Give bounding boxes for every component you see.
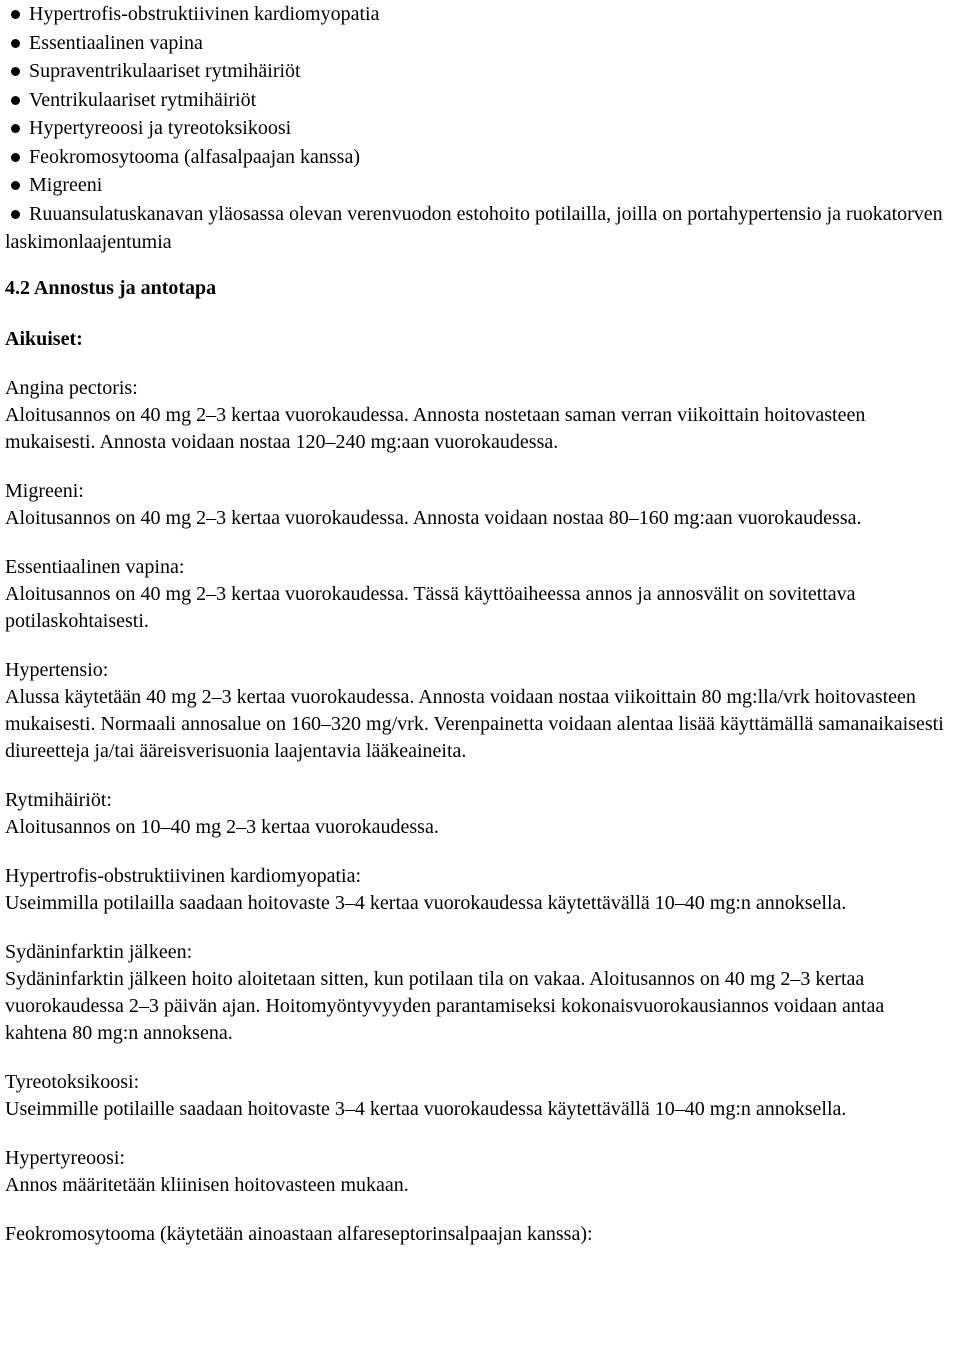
list-item-text: Hypertrofis-obstruktiivinen kardiomyopatia — [29, 3, 380, 25]
list-item-text: Supraventrikulaariset rytmihäiriöt — [29, 60, 301, 82]
section-title: Angina pectoris: — [5, 376, 138, 399]
dosage-section-thyrotoxicosis — [5, 1069, 950, 1123]
list-item — [5, 0, 950, 29]
dosage-section-tremor — [5, 554, 950, 635]
bullet-icon — [11, 181, 20, 190]
section-body: Aloitusannos on 10–40 mg 2–3 kertaa vuorokaudessa. — [5, 815, 439, 838]
bullet-icon — [11, 10, 20, 19]
bullet-icon — [11, 124, 20, 133]
section-body: Aloitusannos on 40 mg 2–3 kertaa vuorokaudessa. Annosta nostetaan saman verran viikoittain hoitovasteen mukaisesti. Annosta voidaan nostaa 120–240 mg:aan vuorokaudessa. — [5, 403, 866, 453]
bullet-icon — [11, 153, 20, 162]
list-item-text: Feokromosytooma (alfasalpaajan kanssa) — [29, 145, 361, 168]
list-item-text: Hypertyreoosi ja tyreotoksikoosi — [29, 117, 292, 139]
list-item — [5, 200, 950, 257]
list-item — [5, 57, 950, 86]
list-item — [5, 86, 950, 115]
section-body: Aloitusannos on 40 mg 2–3 kertaa vuorokaudessa. Annosta voidaan nostaa 80–160 mg:aan vuorokaudessa. — [5, 506, 862, 529]
section-title: Rytmihäiriöt: — [5, 788, 112, 811]
section-body: Annos määritetään kliinisen hoitovasteen mukaan. — [5, 1173, 409, 1196]
indication-list — [5, 0, 950, 257]
bullet-icon — [11, 67, 20, 76]
dosage-section-hyperthyroidism — [5, 1145, 950, 1199]
document-page — [5, 0, 950, 1248]
section-body: Sydäninfarktin jälkeen hoito aloitetaan sitten, kun potilaan tila on vakaa. Aloitusannos on 40 mg 2–3 kertaa vuorokaudessa 2–3 päivän ajan. Hoitomyöntyvyyden parantamiseksi kokonaisvuorokausiannos voidaan antaa kahtena 80 mg:n annoksena. — [5, 967, 885, 1044]
dosage-section-pheochromocytoma — [5, 1221, 950, 1248]
section-body: Alussa käytetään 40 mg 2–3 kertaa vuorokaudessa. Annosta voidaan nostaa viikoittain 80 mg:lla/vrk hoitovasteen mukaisesti. Normaali annosalue on 160–320 mg/vrk. Verenpainetta voidaan alentaa lisää käyttämällä samanaikaisesti diureetteja ja/tai ääreisverisuonia laajentavia lääkeaineita. — [5, 685, 944, 762]
section-title: Tyreotoksikoosi: — [5, 1070, 140, 1093]
section-title: Essentiaalinen vapina: — [5, 555, 185, 578]
dosage-section-post-infarction — [5, 939, 950, 1047]
section-body: Useimmilla potilailla saadaan hoitovaste 3–4 kertaa vuorokaudessa käytettävällä 10–40 mg:n annoksella. — [5, 891, 847, 914]
dosage-section-arrhythmia — [5, 787, 950, 841]
section-title: Feokromosytooma (käytetään ainoastaan alfareseptorinsalpaajan kanssa): — [5, 1222, 593, 1245]
section-body: Useimmille potilaille saadaan hoitovaste 3–4 kertaa vuorokaudessa käytettävällä 10–40 mg:n annoksella. — [5, 1097, 847, 1120]
section-heading: 4.2 Annostus ja antotapa — [5, 276, 217, 299]
section-title: Hypertyreoosi: — [5, 1146, 125, 1169]
list-item — [5, 114, 950, 143]
list-item-text: Essentiaalinen vapina — [29, 31, 203, 54]
dosage-section-angina — [5, 375, 950, 456]
list-item — [5, 143, 950, 172]
section-title: Hypertrofis-obstruktiivinen kardiomyopatia: — [5, 864, 362, 887]
list-item-text: Ruuansulatuskanavan yläosassa olevan verenvuodon estohoito potilailla, joilla on portahypertensio ja ruokatorven laskimonlaajentumia — [5, 202, 943, 253]
section-body: Aloitusannos on 40 mg 2–3 kertaa vuorokaudessa. Tässä käyttöaiheessa annos ja annosvälit on sovitettava potilaskohtaisesti. — [5, 582, 856, 632]
dosage-section-hypertension — [5, 657, 950, 765]
section-title: Migreeni: — [5, 479, 84, 502]
bullet-icon — [11, 39, 20, 48]
bullet-icon — [11, 96, 20, 105]
list-item — [5, 171, 950, 200]
list-item-text: Ventrikulaariset rytmihäiriöt — [29, 88, 257, 111]
section-title: Hypertensio: — [5, 658, 109, 681]
list-item-text: Migreeni — [29, 174, 103, 196]
dosage-section-cardiomyopathy — [5, 863, 950, 917]
dosage-section-migraine — [5, 478, 950, 532]
adults-heading: Aikuiset: — [5, 327, 83, 350]
section-title: Sydäninfarktin jälkeen: — [5, 940, 193, 963]
bullet-icon — [11, 210, 20, 219]
list-item — [5, 29, 950, 58]
